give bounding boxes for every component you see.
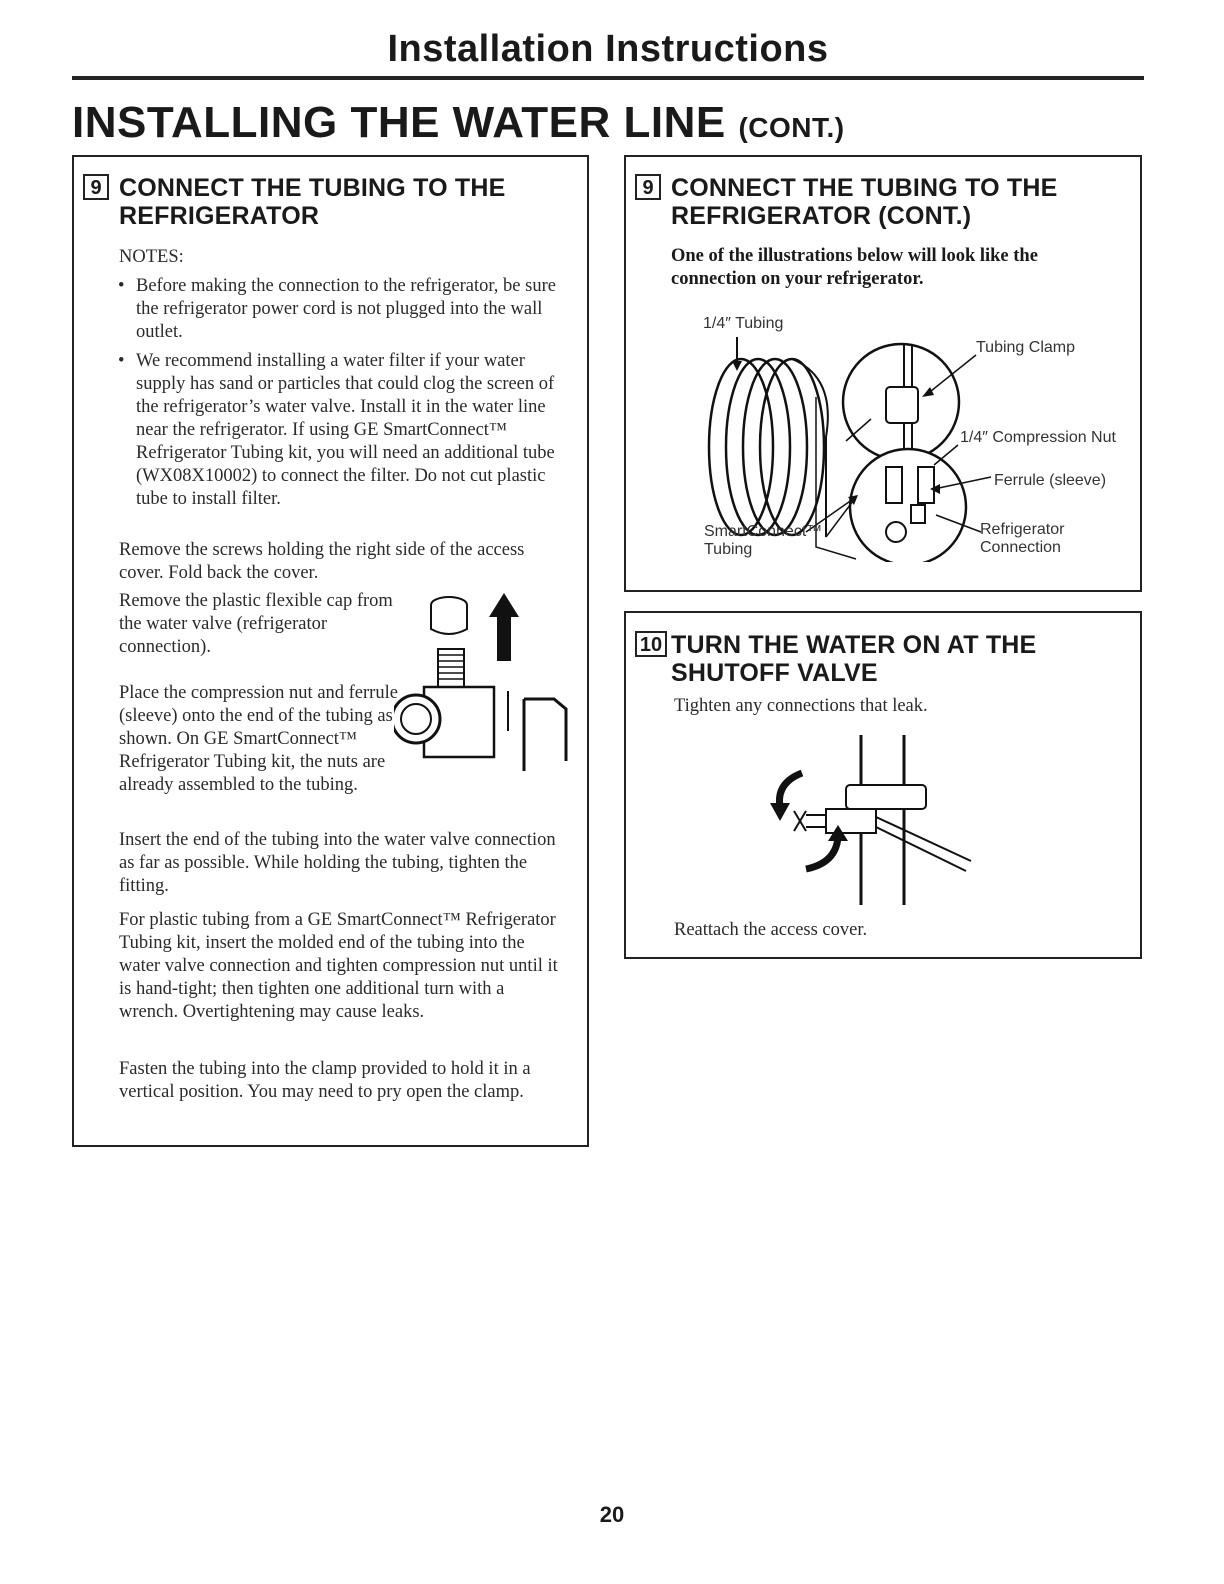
label-connection-1: Refrigerator <box>980 521 1065 538</box>
section-title-suffix: (CONT.) <box>738 112 845 143</box>
step-9-para-4: Insert the end of the tubing into the water valve connection as far as possible. While holding the tubing, tighten the fitting. <box>119 830 556 896</box>
step-10-title-line1: TURN THE WATER ON AT THE <box>671 631 1037 659</box>
step-9-para-2: Remove the plastic flexible cap from the water valve (refrigerator connection). <box>119 591 393 657</box>
label-tubing-clamp: Tubing Clamp <box>976 339 1076 356</box>
step-9-para-5: For plastic tubing from a GE SmartConnect™ Refrigerator Tubing kit, insert the molded end of the tubing into the water valve connection and tighten compression nut until it is hand-tight; then tighten one additional turn with a wrench. Overtightening may cause leaks. <box>119 910 558 1022</box>
step-9-cont-intro: One of the illustrations below will look like the connection on your refrigerator. <box>671 246 1038 289</box>
step-10-para-1: Tighten any connections that leak. <box>674 696 928 716</box>
label-compression-nut: 1/4″ Compression Nut <box>960 429 1116 446</box>
step-9-cont-box <box>624 155 1142 592</box>
section-title <box>72 98 845 148</box>
step-number-10: 10 <box>635 631 667 657</box>
step-9-title <box>119 174 505 230</box>
header-rule <box>72 76 1144 80</box>
step-9-title-line1: CONNECT THE TUBING TO THE <box>119 174 506 202</box>
step-9-cont-title-line1: CONNECT THE TUBING TO THE <box>671 174 1058 202</box>
step-9-box <box>72 155 589 1147</box>
section-title-main: INSTALLING THE WATER LINE <box>72 98 726 147</box>
step-9-title-line2: REFRIGERATOR <box>119 202 320 230</box>
label-connection-2: Connection <box>980 539 1061 556</box>
step-10-box <box>624 611 1142 959</box>
page-header: Installation Instructions <box>387 28 829 70</box>
page-number: 20 <box>599 1502 625 1527</box>
notes-label: NOTES: <box>119 247 184 267</box>
shutoff-valve-illustration <box>766 733 986 908</box>
valve-cap-illustration <box>394 591 574 781</box>
step-number-9: 9 <box>83 174 109 200</box>
step-9-cont-title-line2: REFRIGERATOR (CONT.) <box>671 202 972 230</box>
label-ferrule: Ferrule (sleeve) <box>994 472 1107 489</box>
step-9-para-1: Remove the screws holding the right side of the access cover. Fold back the cover. <box>119 540 525 583</box>
step-10-para-2: Reattach the access cover. <box>674 920 868 940</box>
step-10-title-line2: SHUTOFF VALVE <box>671 659 878 687</box>
step-9-para-6: Fasten the tubing into the clamp provided to hold it in a vertical position. You may need to pry open the clamp. <box>119 1059 531 1102</box>
step-9-para-3: Place the compression nut and ferrule (sleeve) onto the end of the tubing as shown. On GE SmartConnect™ Refrigerator Tubing kit, the nuts are already assembled to the tubing. <box>119 683 398 795</box>
label-tubing: 1/4″ Tubing <box>703 315 784 332</box>
step-number-9-cont: 9 <box>635 174 661 200</box>
note-1: • Before making the connection to the refrigerator, be sure the refrigerator power cord is not plugged into the wall outlet. <box>136 275 576 344</box>
note-2: • We recommend installing a water filter if your water supply has sand or particles that could clog the screen of the refrigerator’s water valve. Install it in the water line near the refrigerator. If using GE SmartConnect™ Refrigerator Tubing kit, you will need an additional tube (WX08X10002) to connect the filter. Do not cut plastic tube to install filter. <box>136 350 576 511</box>
label-smartconnect-2: Tubing <box>704 541 753 558</box>
label-smartconnect-1: SmartConnect™ <box>704 523 823 540</box>
step-10-title <box>671 631 1036 687</box>
step-9-cont-title <box>671 174 1057 230</box>
